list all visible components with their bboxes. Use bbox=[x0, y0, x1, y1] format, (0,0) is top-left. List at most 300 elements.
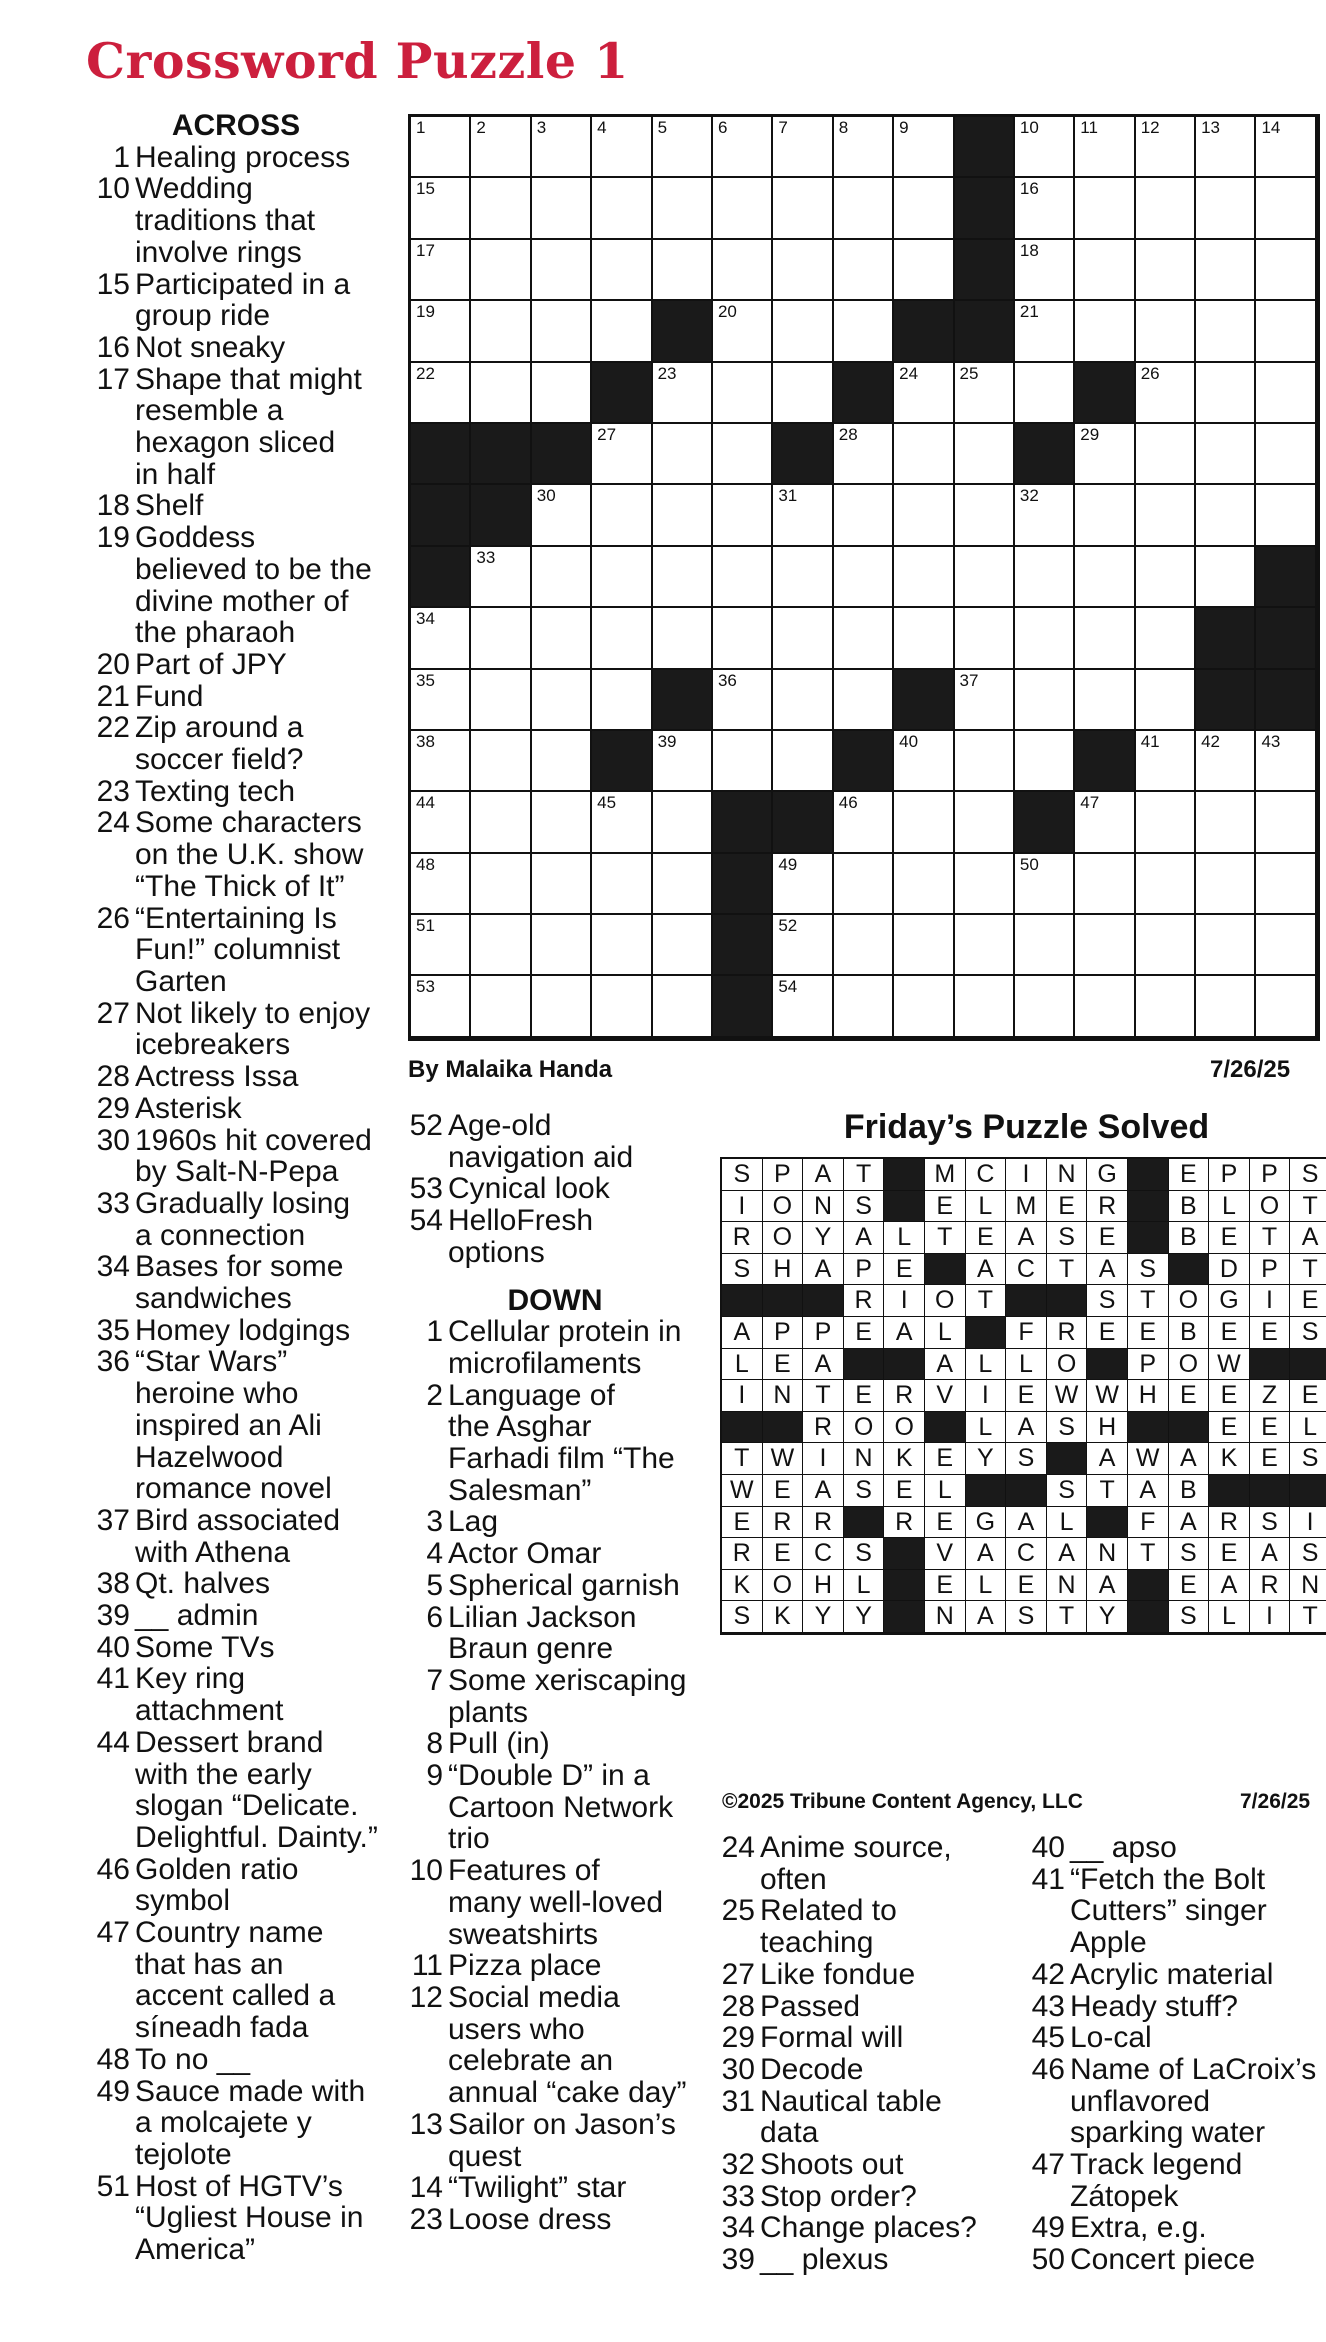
solution-cell: A bbox=[1169, 1507, 1210, 1539]
grid-cell[interactable] bbox=[532, 608, 592, 669]
grid-cell[interactable] bbox=[532, 731, 592, 792]
clue bbox=[86, 142, 386, 174]
cell-number: 20 bbox=[717, 302, 737, 322]
clue-text: Age-old navigation aid bbox=[448, 1109, 634, 1174]
grid-cell[interactable] bbox=[532, 178, 592, 239]
solution-cell: E bbox=[844, 1380, 885, 1412]
grid-cell[interactable] bbox=[955, 915, 1015, 976]
grid-cell[interactable] bbox=[773, 547, 833, 608]
solution-cell: W bbox=[722, 1475, 763, 1507]
grid-cell[interactable] bbox=[713, 485, 773, 546]
grid-cell[interactable] bbox=[592, 915, 652, 976]
grid-cell[interactable] bbox=[834, 424, 894, 485]
grid-cell[interactable] bbox=[955, 976, 1015, 1037]
clue-text: Part of JPY bbox=[135, 647, 287, 681]
solution-cell: D bbox=[1209, 1254, 1250, 1286]
grid-cell[interactable] bbox=[834, 178, 894, 239]
grid-cell[interactable] bbox=[1196, 301, 1256, 362]
grid-cell[interactable] bbox=[1136, 178, 1196, 239]
grid-cell[interactable] bbox=[1196, 792, 1256, 853]
grid-cell[interactable] bbox=[955, 485, 1015, 546]
grid-cell[interactable] bbox=[1136, 915, 1196, 976]
grid-cell[interactable] bbox=[1015, 731, 1075, 792]
grid-cell[interactable] bbox=[1015, 240, 1075, 301]
grid-cell[interactable] bbox=[411, 240, 471, 301]
grid-cell[interactable] bbox=[532, 915, 592, 976]
grid-cell[interactable] bbox=[653, 854, 713, 915]
grid-cell[interactable] bbox=[471, 117, 531, 178]
grid-cell[interactable] bbox=[1256, 117, 1316, 178]
grid-cell[interactable] bbox=[773, 608, 833, 669]
grid-cell[interactable] bbox=[592, 301, 652, 362]
clue bbox=[1030, 2054, 1326, 2149]
clue-number: 17 bbox=[96, 362, 130, 396]
clue-text: Some TVs bbox=[135, 1630, 275, 1664]
grid-cell[interactable] bbox=[1136, 301, 1196, 362]
grid-cell[interactable] bbox=[1136, 240, 1196, 301]
grid-cell[interactable] bbox=[1075, 854, 1135, 915]
grid-cell[interactable] bbox=[1196, 485, 1256, 546]
solution-cell: R bbox=[1250, 1570, 1291, 1602]
grid-cell[interactable] bbox=[773, 976, 833, 1037]
grid-cell[interactable] bbox=[1075, 424, 1135, 485]
grid-cell[interactable] bbox=[592, 485, 652, 546]
grid-cell[interactable] bbox=[955, 608, 1015, 669]
clue bbox=[720, 1959, 1020, 1991]
clue-text: Sauce made with a molcajete y tejolote bbox=[135, 2074, 366, 2171]
grid-cell[interactable] bbox=[411, 976, 471, 1037]
clue-number: 16 bbox=[96, 330, 130, 364]
solution-cell: S bbox=[722, 1159, 763, 1191]
clue-number: 30 bbox=[721, 2052, 755, 2086]
clue-text: Shape that might resemble a hexagon sliced in half bbox=[135, 362, 362, 491]
grid-cell[interactable] bbox=[955, 363, 1015, 424]
grid-cell[interactable] bbox=[1256, 485, 1316, 546]
grid-cell[interactable] bbox=[1196, 240, 1256, 301]
grid-cell[interactable] bbox=[1075, 670, 1135, 731]
grid-cell[interactable] bbox=[1136, 792, 1196, 853]
grid-cell[interactable] bbox=[411, 363, 471, 424]
grid-cell[interactable] bbox=[471, 547, 531, 608]
grid-cell[interactable] bbox=[834, 485, 894, 546]
grid-cell[interactable] bbox=[532, 792, 592, 853]
grid-cell[interactable] bbox=[1136, 424, 1196, 485]
grid-cell[interactable] bbox=[532, 854, 592, 915]
grid-cell[interactable] bbox=[1015, 363, 1075, 424]
grid-cell[interactable] bbox=[894, 915, 954, 976]
solution-cell: F bbox=[1128, 1507, 1169, 1539]
grid-cell[interactable] bbox=[1136, 854, 1196, 915]
grid-cell[interactable] bbox=[894, 240, 954, 301]
grid-cell[interactable] bbox=[411, 854, 471, 915]
grid-cell[interactable] bbox=[592, 854, 652, 915]
grid-cell[interactable] bbox=[1256, 240, 1316, 301]
grid-cell[interactable] bbox=[532, 117, 592, 178]
grid-cell[interactable] bbox=[834, 547, 894, 608]
grid-cell[interactable] bbox=[1075, 178, 1135, 239]
grid-cell[interactable] bbox=[773, 301, 833, 362]
clue bbox=[86, 1600, 386, 1632]
grid-cell[interactable] bbox=[955, 547, 1015, 608]
grid-cell[interactable] bbox=[592, 240, 652, 301]
solution-cell: I bbox=[1006, 1159, 1047, 1191]
grid-cell[interactable] bbox=[1015, 301, 1075, 362]
solution-black-square bbox=[1128, 1601, 1169, 1633]
grid-cell[interactable] bbox=[471, 608, 531, 669]
byline: By Malaika Handa bbox=[408, 1056, 613, 1083]
grid-cell[interactable] bbox=[532, 301, 592, 362]
grid-cell[interactable] bbox=[773, 117, 833, 178]
clue bbox=[405, 2204, 705, 2236]
solution-cell: I bbox=[1250, 1601, 1291, 1633]
grid-cell[interactable] bbox=[773, 240, 833, 301]
grid-cell[interactable] bbox=[713, 117, 773, 178]
grid-cell[interactable] bbox=[1256, 976, 1316, 1037]
grid-cell[interactable] bbox=[471, 915, 531, 976]
grid-cell[interactable] bbox=[411, 608, 471, 669]
solution-black-square bbox=[1006, 1475, 1047, 1507]
grid-cell[interactable] bbox=[834, 792, 894, 853]
grid-cell[interactable] bbox=[1256, 301, 1316, 362]
grid-cell[interactable] bbox=[653, 485, 713, 546]
clue-number: 13 bbox=[409, 2107, 443, 2141]
grid-cell[interactable] bbox=[592, 547, 652, 608]
grid-cell[interactable] bbox=[471, 363, 531, 424]
grid-cell[interactable] bbox=[894, 854, 954, 915]
grid-cell[interactable] bbox=[1136, 485, 1196, 546]
clue-text: Extra, e.g. bbox=[1070, 2211, 1207, 2245]
solution-black-square bbox=[722, 1285, 763, 1317]
grid-cell[interactable] bbox=[713, 178, 773, 239]
grid-cell[interactable] bbox=[653, 608, 713, 669]
grid-cell[interactable] bbox=[1256, 854, 1316, 915]
solution-cell: T bbox=[1290, 1254, 1326, 1286]
grid-cell[interactable] bbox=[1196, 178, 1256, 239]
grid-cell[interactable] bbox=[1196, 731, 1256, 792]
grid-cell[interactable] bbox=[532, 547, 592, 608]
grid-cell[interactable] bbox=[653, 363, 713, 424]
page-title: Crossword Puzzle 1 bbox=[86, 32, 629, 90]
solution-grid bbox=[720, 1157, 1326, 1635]
grid-cell[interactable] bbox=[713, 731, 773, 792]
grid-cell[interactable] bbox=[894, 608, 954, 669]
grid-cell[interactable] bbox=[1015, 485, 1075, 546]
solution-cell: A bbox=[722, 1317, 763, 1349]
solution-cell: I bbox=[966, 1380, 1007, 1412]
cell-number: 13 bbox=[1201, 118, 1220, 137]
grid-cell[interactable] bbox=[532, 485, 592, 546]
grid-cell[interactable] bbox=[411, 792, 471, 853]
grid-cell[interactable] bbox=[955, 424, 1015, 485]
grid-cell[interactable] bbox=[653, 117, 713, 178]
grid-cell[interactable] bbox=[653, 547, 713, 608]
grid-cell[interactable] bbox=[1015, 547, 1075, 608]
cell-number: 22 bbox=[416, 363, 435, 383]
grid-cell[interactable] bbox=[653, 731, 713, 792]
black-square bbox=[834, 731, 894, 792]
grid-cell[interactable] bbox=[713, 240, 773, 301]
black-square bbox=[471, 424, 531, 485]
clue-text: Lag bbox=[448, 1505, 499, 1539]
black-square bbox=[955, 240, 1015, 301]
solution-black-square bbox=[1087, 1507, 1128, 1539]
grid-cell[interactable] bbox=[1256, 424, 1316, 485]
grid-cell[interactable] bbox=[834, 670, 894, 731]
grid-cell[interactable] bbox=[592, 608, 652, 669]
grid-cell[interactable] bbox=[471, 731, 531, 792]
grid-cell[interactable] bbox=[1136, 117, 1196, 178]
grid-cell[interactable] bbox=[471, 792, 531, 853]
grid-cell[interactable] bbox=[1256, 792, 1316, 853]
black-square bbox=[713, 854, 773, 915]
black-square bbox=[532, 424, 592, 485]
grid-cell[interactable] bbox=[653, 178, 713, 239]
clue bbox=[86, 490, 386, 522]
clue-text: Track legend Zátopek bbox=[1070, 2148, 1243, 2213]
solution-black-square bbox=[1047, 1443, 1088, 1475]
grid-cell[interactable] bbox=[713, 670, 773, 731]
solution-cell: L bbox=[1006, 1349, 1047, 1381]
clue-text: Dessert brand with the early slogan “Delicate. Delightful. Dainty.” bbox=[135, 1725, 378, 1854]
solution-cell: S bbox=[1006, 1601, 1047, 1633]
grid-cell[interactable] bbox=[411, 178, 471, 239]
grid-cell[interactable] bbox=[532, 976, 592, 1037]
solution-cell: E bbox=[1209, 1222, 1250, 1254]
solution-cell: T bbox=[1128, 1285, 1169, 1317]
clue bbox=[720, 2086, 1020, 2149]
grid-cell[interactable] bbox=[713, 424, 773, 485]
cell-number: 49 bbox=[778, 854, 798, 874]
grid-cell[interactable] bbox=[1256, 178, 1316, 239]
grid-cell[interactable] bbox=[471, 976, 531, 1037]
solution-cell: W bbox=[1087, 1380, 1128, 1412]
grid-cell[interactable] bbox=[773, 854, 833, 915]
clue-text: Not likely to enjoy icebreakers bbox=[135, 996, 371, 1062]
clue-number: 6 bbox=[426, 1600, 443, 1634]
solution-cell: Y bbox=[1087, 1601, 1128, 1633]
grid-cell[interactable] bbox=[471, 301, 531, 362]
grid-cell[interactable] bbox=[773, 670, 833, 731]
grid-cell[interactable] bbox=[1015, 117, 1075, 178]
grid-cell[interactable] bbox=[834, 608, 894, 669]
grid-cell[interactable] bbox=[894, 731, 954, 792]
solution-cell: L bbox=[966, 1412, 1007, 1444]
grid-cell[interactable] bbox=[894, 547, 954, 608]
grid-cell[interactable] bbox=[1075, 976, 1135, 1037]
grid-cell[interactable] bbox=[471, 670, 531, 731]
grid-cell[interactable] bbox=[1136, 547, 1196, 608]
solution-cell: N bbox=[803, 1191, 844, 1223]
grid-cell[interactable] bbox=[411, 915, 471, 976]
grid-cell[interactable] bbox=[592, 117, 652, 178]
solution-cell: S bbox=[1290, 1538, 1326, 1570]
grid-cell[interactable] bbox=[1015, 608, 1075, 669]
grid-cell[interactable] bbox=[411, 117, 471, 178]
grid-cell[interactable] bbox=[834, 915, 894, 976]
grid-cell[interactable] bbox=[1136, 670, 1196, 731]
solution-cell: E bbox=[1250, 1412, 1291, 1444]
grid-cell[interactable] bbox=[894, 485, 954, 546]
solution-cell: K bbox=[763, 1601, 804, 1633]
grid-cell[interactable] bbox=[834, 240, 894, 301]
clue bbox=[86, 649, 386, 681]
solution-cell: S bbox=[1047, 1412, 1088, 1444]
grid-cell[interactable] bbox=[1015, 670, 1075, 731]
cell-number: 2 bbox=[476, 118, 486, 137]
solution-cell: C bbox=[803, 1538, 844, 1570]
solution-cell: A bbox=[1128, 1475, 1169, 1507]
solution-cell: Z bbox=[1250, 1380, 1291, 1412]
grid-cell[interactable] bbox=[1015, 178, 1075, 239]
grid-cell[interactable] bbox=[834, 117, 894, 178]
grid-cell[interactable] bbox=[1256, 731, 1316, 792]
grid-cell[interactable] bbox=[955, 670, 1015, 731]
solution-cell: L bbox=[844, 1570, 885, 1602]
grid-cell[interactable] bbox=[592, 976, 652, 1037]
clue-number: 44 bbox=[96, 1725, 130, 1759]
clue bbox=[86, 1061, 386, 1093]
grid-cell[interactable] bbox=[773, 363, 833, 424]
grid-cell[interactable] bbox=[894, 363, 954, 424]
grid-cell[interactable] bbox=[1196, 976, 1256, 1037]
grid-cell[interactable] bbox=[713, 363, 773, 424]
clue-number: 41 bbox=[1031, 1862, 1065, 1896]
grid-cell[interactable] bbox=[1136, 608, 1196, 669]
black-square bbox=[653, 301, 713, 362]
grid-cell[interactable] bbox=[773, 178, 833, 239]
grid-cell[interactable] bbox=[1196, 424, 1256, 485]
grid-cell[interactable] bbox=[471, 854, 531, 915]
grid-cell[interactable] bbox=[653, 915, 713, 976]
cell-number: 39 bbox=[657, 731, 677, 751]
grid-cell[interactable] bbox=[592, 792, 652, 853]
grid-cell[interactable] bbox=[592, 670, 652, 731]
grid-cell[interactable] bbox=[411, 731, 471, 792]
solution-cell: L bbox=[1209, 1601, 1250, 1633]
grid-cell[interactable] bbox=[1196, 363, 1256, 424]
grid-cell[interactable] bbox=[894, 117, 954, 178]
grid-cell[interactable] bbox=[1196, 854, 1256, 915]
solution-cell: Y bbox=[803, 1222, 844, 1254]
grid-cell[interactable] bbox=[1256, 363, 1316, 424]
grid-cell[interactable] bbox=[653, 424, 713, 485]
clue bbox=[405, 2172, 705, 2204]
grid-cell[interactable] bbox=[532, 240, 592, 301]
grid-cell[interactable] bbox=[894, 178, 954, 239]
grid-cell[interactable] bbox=[532, 363, 592, 424]
clue bbox=[405, 1950, 705, 1982]
clue-text: Like fondue bbox=[760, 1957, 916, 1991]
solution-cell: E bbox=[1087, 1222, 1128, 1254]
clue bbox=[405, 1760, 705, 1855]
grid-cell[interactable] bbox=[532, 670, 592, 731]
cell-number: 37 bbox=[959, 670, 979, 690]
grid-cell[interactable] bbox=[1196, 547, 1256, 608]
solution-cell: K bbox=[722, 1570, 763, 1602]
grid-cell[interactable] bbox=[1075, 792, 1135, 853]
grid-cell[interactable] bbox=[1075, 117, 1135, 178]
clue bbox=[86, 2044, 386, 2076]
cell-number: 25 bbox=[959, 363, 979, 383]
grid-cell[interactable] bbox=[1136, 976, 1196, 1037]
grid-cell[interactable] bbox=[1136, 731, 1196, 792]
grid-cell[interactable] bbox=[592, 178, 652, 239]
grid-cell[interactable] bbox=[411, 670, 471, 731]
grid-cell[interactable] bbox=[1075, 547, 1135, 608]
cell-number: 53 bbox=[416, 977, 435, 997]
grid-cell[interactable] bbox=[471, 178, 531, 239]
grid-cell[interactable] bbox=[1136, 363, 1196, 424]
grid-cell[interactable] bbox=[955, 792, 1015, 853]
solution-cell: S bbox=[1290, 1159, 1326, 1191]
grid-cell[interactable] bbox=[653, 792, 713, 853]
grid-cell[interactable] bbox=[773, 915, 833, 976]
grid-cell[interactable] bbox=[1075, 485, 1135, 546]
clue-text: Acrylic material bbox=[1070, 1957, 1274, 1991]
grid-cell[interactable] bbox=[1015, 854, 1075, 915]
grid-cell[interactable] bbox=[592, 424, 652, 485]
clue bbox=[405, 1538, 705, 1570]
grid-cell[interactable] bbox=[1075, 301, 1135, 362]
grid-cell[interactable] bbox=[1075, 240, 1135, 301]
grid-cell[interactable] bbox=[1256, 915, 1316, 976]
grid-cell[interactable] bbox=[894, 792, 954, 853]
cell-number: 21 bbox=[1019, 302, 1039, 322]
grid-cell[interactable] bbox=[653, 240, 713, 301]
clue-number: 29 bbox=[721, 2021, 755, 2055]
grid-cell[interactable] bbox=[955, 731, 1015, 792]
grid-cell[interactable] bbox=[411, 301, 471, 362]
clue bbox=[1030, 1991, 1326, 2023]
grid-cell[interactable] bbox=[713, 301, 773, 362]
grid-cell[interactable] bbox=[894, 976, 954, 1037]
cell-number: 32 bbox=[1019, 486, 1039, 506]
grid-cell[interactable] bbox=[713, 547, 773, 608]
grid-cell[interactable] bbox=[773, 731, 833, 792]
grid-cell[interactable] bbox=[1015, 976, 1075, 1037]
grid-cell[interactable] bbox=[1075, 915, 1135, 976]
grid-cell[interactable] bbox=[1196, 117, 1256, 178]
grid-cell[interactable] bbox=[653, 976, 713, 1037]
grid-cell[interactable] bbox=[1015, 915, 1075, 976]
solution-cell: N bbox=[844, 1443, 885, 1475]
clue bbox=[405, 1110, 705, 1173]
cell-number: 18 bbox=[1019, 240, 1039, 260]
puzzle-date: 7/26/25 bbox=[1210, 1056, 1291, 1083]
solution-cell: V bbox=[925, 1380, 966, 1412]
cell-number: 26 bbox=[1140, 363, 1160, 383]
solution-cell: A bbox=[803, 1349, 844, 1381]
black-square bbox=[1256, 670, 1316, 731]
grid-cell[interactable] bbox=[1196, 915, 1256, 976]
grid-cell[interactable] bbox=[834, 976, 894, 1037]
grid-cell[interactable] bbox=[955, 854, 1015, 915]
grid-cell[interactable] bbox=[1075, 608, 1135, 669]
clue-number: 18 bbox=[96, 489, 130, 523]
grid-cell[interactable] bbox=[834, 854, 894, 915]
solution-black-square bbox=[1250, 1349, 1291, 1381]
grid-cell[interactable] bbox=[713, 608, 773, 669]
grid-cell[interactable] bbox=[894, 424, 954, 485]
clue bbox=[86, 173, 386, 268]
copyright: ©2025 Tribune Content Agency, LLC bbox=[722, 1790, 1083, 1813]
grid-cell[interactable] bbox=[773, 485, 833, 546]
grid-cell[interactable] bbox=[471, 240, 531, 301]
solution-cell: M bbox=[1006, 1191, 1047, 1223]
clue-text: Social media users who celebrate an annual “cake day” bbox=[448, 1980, 687, 2110]
clue-number: 34 bbox=[96, 1250, 130, 1284]
grid-cell[interactable] bbox=[834, 301, 894, 362]
